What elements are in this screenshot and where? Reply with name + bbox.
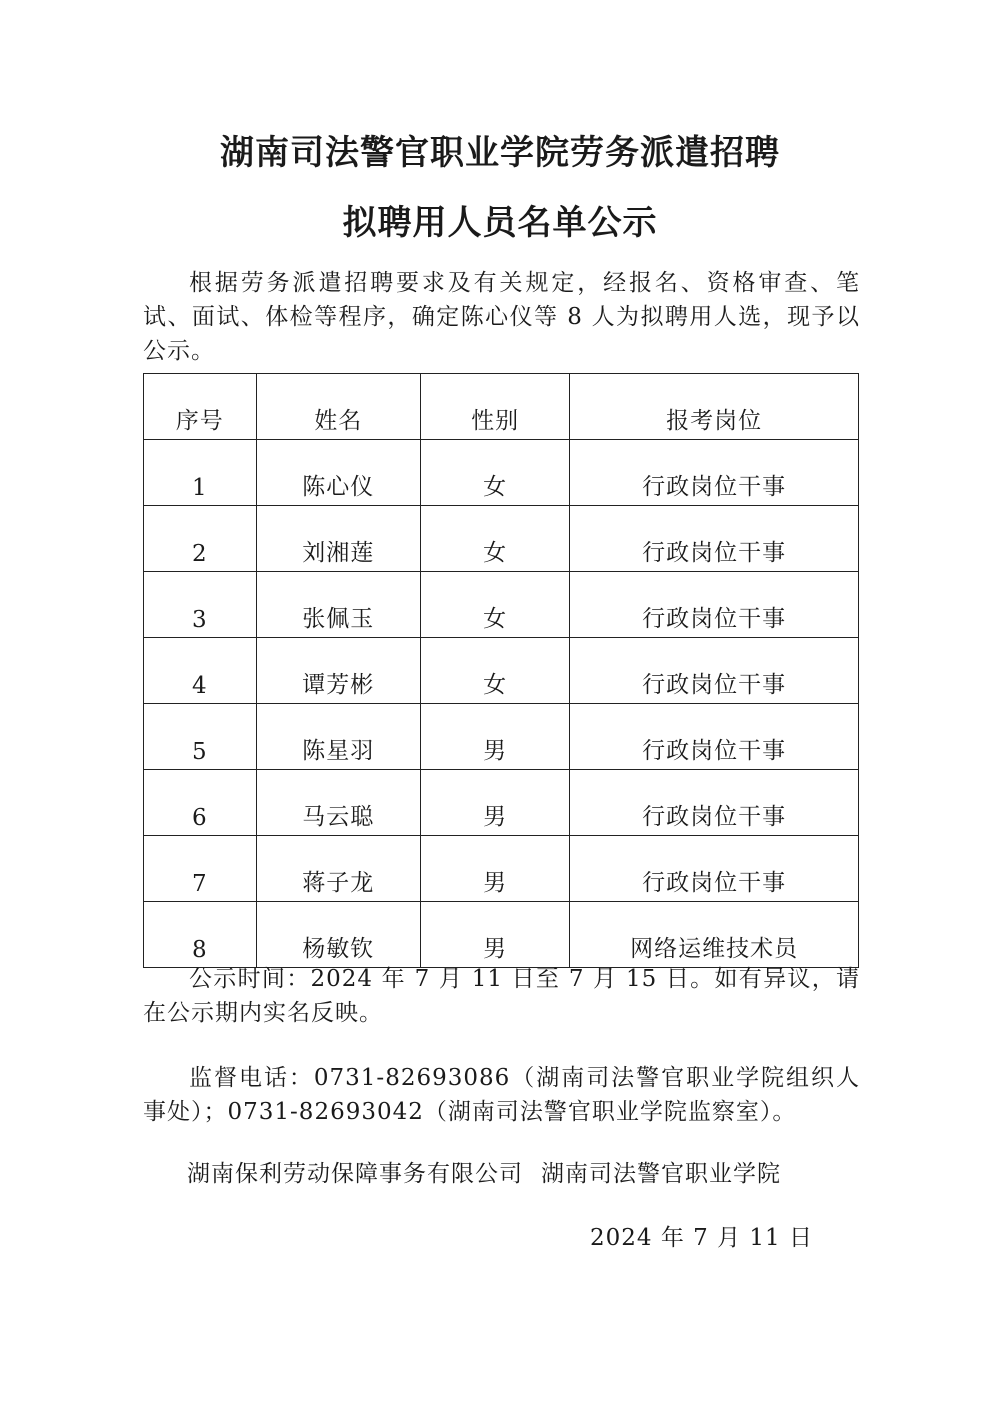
signatory-line [143, 1155, 860, 1188]
publicity-period: 公示时间：2024 年 7 月 11 日至 7 月 15 日。如有异议，请在公示期内实名反映。 [143, 966, 860, 1026]
candidate-table [143, 373, 859, 968]
cell-name: 谭芳彬 [256, 638, 420, 704]
cell-gender: 女 [420, 572, 569, 638]
cell-name: 蒋子龙 [256, 836, 420, 902]
cell-gender: 男 [420, 770, 569, 836]
cell-position: 行政岗位干事 [570, 638, 859, 704]
notice-title-line-2: 拟聘用人员名单公示 [342, 203, 658, 243]
cell-number: 3 [144, 572, 257, 638]
cell-name: 刘湘莲 [256, 506, 420, 572]
cell-position: 行政岗位干事 [570, 770, 859, 836]
cell-gender: 男 [420, 704, 569, 770]
cell-number: 7 [144, 836, 257, 902]
cell-position: 行政岗位干事 [570, 440, 859, 506]
header-name: 姓名 [256, 374, 420, 440]
table-row [144, 902, 859, 968]
header-gender: 性别 [420, 374, 569, 440]
cell-number: 8 [144, 902, 257, 968]
cell-position: 行政岗位干事 [570, 704, 859, 770]
header-position: 报考岗位 [570, 374, 859, 440]
table-row [144, 704, 859, 770]
table-row [144, 572, 859, 638]
cell-number: 1 [144, 440, 257, 506]
cell-position: 行政岗位干事 [570, 506, 859, 572]
table-header-row [144, 374, 859, 440]
supervision-phone: 监督电话：0731-82693086（湖南司法警官职业学院组织人事处）；0731-82693042（湖南司法警官职业学院监察室）。 [143, 1065, 860, 1125]
cell-number: 6 [144, 770, 257, 836]
header-number: 序号 [144, 374, 257, 440]
signatory-college: 湖南司法警官职业学院 [541, 1161, 781, 1187]
cell-gender: 女 [420, 638, 569, 704]
cell-name: 杨敏钦 [256, 902, 420, 968]
signatory-company: 湖南保利劳动保障事务有限公司 [187, 1161, 523, 1187]
cell-gender: 男 [420, 836, 569, 902]
cell-gender: 女 [420, 506, 569, 572]
cell-gender: 女 [420, 440, 569, 506]
cell-name: 陈星羽 [256, 704, 420, 770]
cell-name: 陈心仪 [256, 440, 420, 506]
notice-title-line-1: 湖南司法警官职业学院劳务派遣招聘 [220, 133, 780, 173]
cell-number: 5 [144, 704, 257, 770]
table-row [144, 836, 859, 902]
cell-gender: 男 [420, 902, 569, 968]
table-row [144, 770, 859, 836]
cell-number: 4 [144, 638, 257, 704]
cell-position: 行政岗位干事 [570, 836, 859, 902]
intro-paragraph: 根据劳务派遣招聘要求及有关规定，经报名、资格审查、笔试、面试、体检等程序，确定陈心仪等 8 人为拟聘用人选，现予以公示。 [143, 270, 860, 364]
table-row [144, 638, 859, 704]
table-row [144, 506, 859, 572]
issue-date: 2024 年 7 月 11 日 [590, 1225, 813, 1251]
cell-position: 行政岗位干事 [570, 572, 859, 638]
cell-position: 网络运维技术员 [570, 902, 859, 968]
cell-name: 张佩玉 [256, 572, 420, 638]
cell-number: 2 [144, 506, 257, 572]
table-row [144, 440, 859, 506]
cell-name: 马云聪 [256, 770, 420, 836]
